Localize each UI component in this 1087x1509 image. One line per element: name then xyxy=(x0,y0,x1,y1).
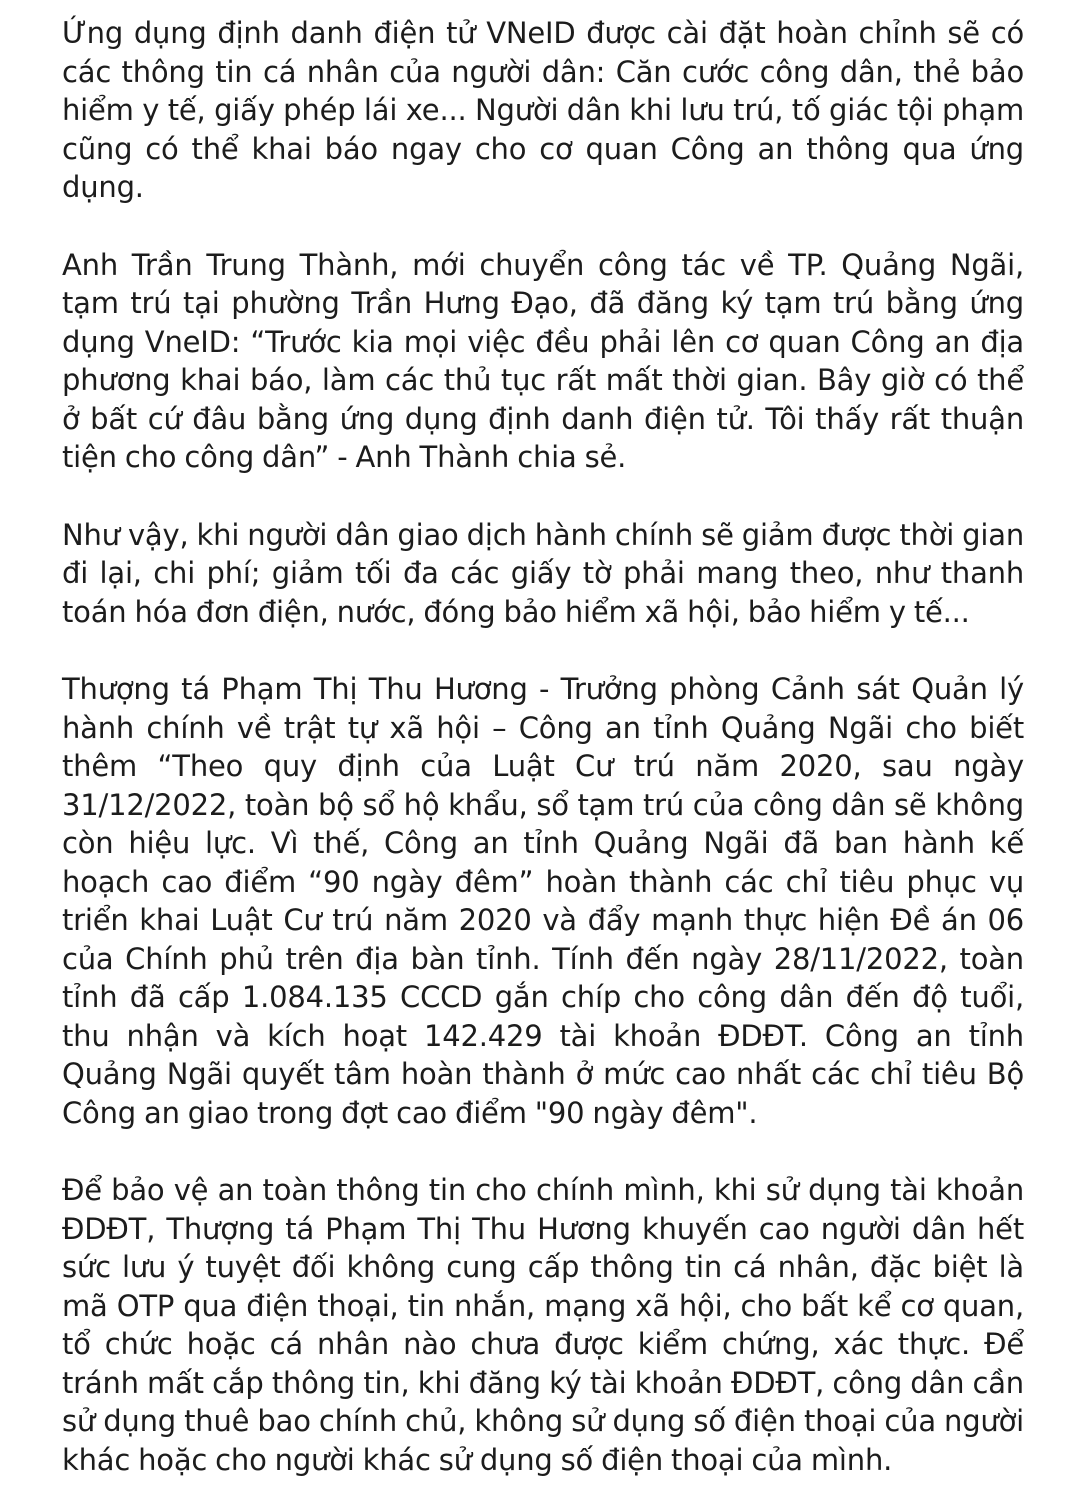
paragraph-official-statement: Thượng tá Phạm Thị Thu Hương - Trưởng phòng Cảnh sát Quản lý hành chính về trật tự xã hội – Công an tỉnh Quảng Ngãi cho biết thêm “Theo quy định của Luật Cư trú năm 2020, sau ngày 31/12/2022, toàn bộ sổ hộ khẩu, sổ tạm trú của công dân sẽ không còn hiệu lực. Vì thế, Công an tỉnh Quảng Ngãi đã ban hành kế hoạch cao điểm “90 ngày đêm” hoàn thành các chỉ tiêu phục vụ triển khai Luật Cư trú năm 2020 và đẩy mạnh thực hiện Đề án 06 của Chính phủ trên địa bàn tỉnh. Tính đến ngày 28/11/2022, toàn tỉnh đã cấp 1.084.135 CCCD gắn chíp cho công dân đến độ tuổi, thu nhận và kích hoạt 142.429 tài khoản ĐDĐT. Công an tỉnh Quảng Ngãi quyết tâm hoàn thành ở mức cao nhất các chỉ tiêu Bộ Công an giao trong đợt cao điểm "90 ngày đêm". xyxy=(62,672,1024,1130)
paragraph-security-advice: Để bảo vệ an toàn thông tin cho chính mình, khi sử dụng tài khoản ĐDĐT, Thượng tá Phạm Thị Thu Hương khuyến cao người dân hết sức lưu ý tuyệt đối không cung cấp thông tin cá nhân, đặc biệt là mã OTP qua điện thoại, tin nhắn, mạng xã hội, cho bất kể cơ quan, tổ chức hoặc cá nhân nào chưa được kiểm chứng, xác thực. Để tránh mất cắp thông tin, khi đăng ký tài khoản ĐDĐT, công dân cần sử dụng thuê bao chính chủ, không sử dụng số điện thoại của người khác hoặc cho người khác sử dụng số điện thoại của mình. xyxy=(62,1173,1024,1477)
article-body xyxy=(62,14,1024,1479)
paragraph-citizen-quote: Anh Trần Trung Thành, mới chuyển công tác về TP. Quảng Ngãi, tạm trú tại phường Trần Hưng Đạo, đã đăng ký tạm trú bằng ứng dụng VneID: “Trước kia mọi việc đều phải lên cơ quan Công an địa phương khai báo, làm các thủ tục rất mất thời gian. Bây giờ có thể ở bất cứ đâu bằng ứng dụng định danh điện tử. Tôi thấy rất thuận tiện cho công dân” - Anh Thành chia sẻ. xyxy=(62,247,1024,474)
paragraph-benefits: Như vậy, khi người dân giao dịch hành chính sẽ giảm được thời gian đi lại, chi phí; giảm tối đa các giấy tờ phải mang theo, như thanh toán hóa đơn điện, nước, đóng bảo hiểm xã hội, bảo hiểm y tế... xyxy=(62,517,1024,629)
paragraph-vneid-intro: Ứng dụng định danh điện tử VNeID được cài đặt hoàn chỉnh sẽ có các thông tin cá nhân của người dân: Căn cước công dân, thẻ bảo hiểm y tế, giấy phép lái xe... Người dân khi lưu trú, tố giác tội phạm cũng có thể khai báo ngay cho cơ quan Công an thông qua ứng dụng. xyxy=(62,16,1024,204)
